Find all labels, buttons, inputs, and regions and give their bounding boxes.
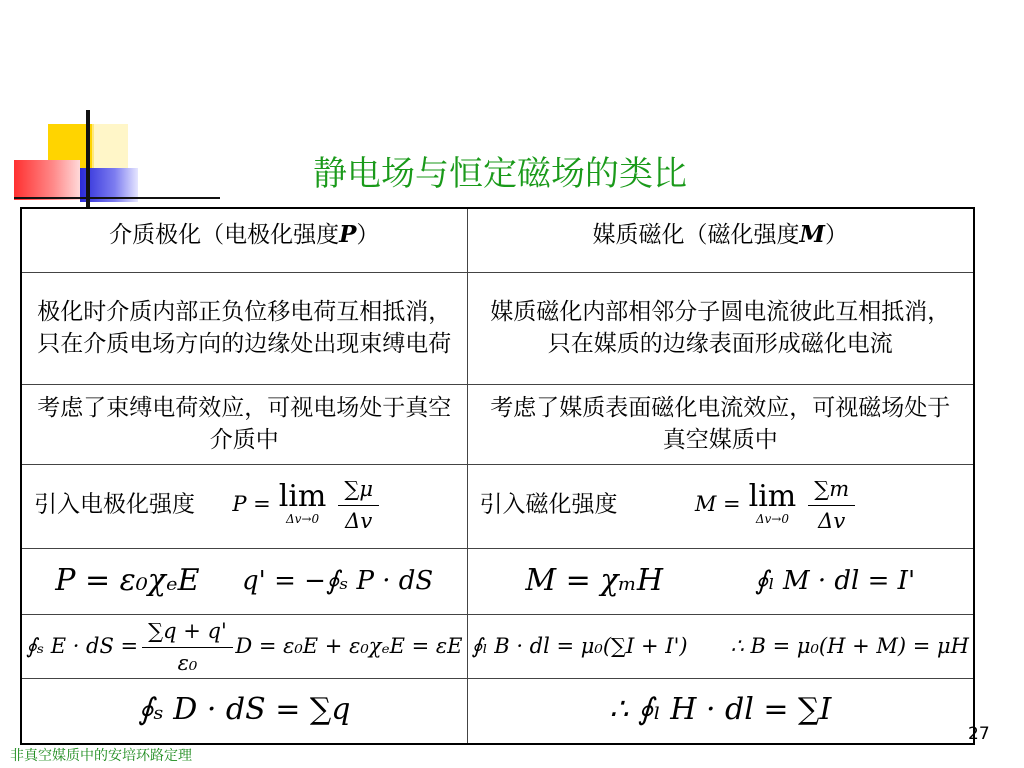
cell-polarization-relations (21, 548, 467, 614)
formula-bound-charge: q' = −∮ₛ P · dS (242, 566, 434, 596)
table-row-result (21, 678, 974, 744)
header-left-suffix: ） (356, 222, 380, 248)
lim-subscript-m: Δv→0 (755, 512, 789, 526)
fraction-p-numerator: ∑μ (338, 473, 379, 506)
analogy-table (20, 207, 975, 745)
cell-polarization-mechanism: 极化时介质内部正负位移电荷互相抵消，只在介质电场方向的边缘处出现束缚电荷 (21, 272, 467, 384)
header-right-text: 媒质磁化（磁化强度 (592, 222, 800, 248)
fraction-m-numerator: ∑m (808, 473, 855, 506)
header-magnetization (467, 208, 974, 272)
table-row-field-laws (21, 614, 974, 678)
table-row-definition (21, 464, 974, 548)
gauss-e-denominator: ε₀ (177, 650, 198, 675)
cell-polarization-effect: 考虑了束缚电荷效应，可视电场处于真空介质中 (21, 384, 467, 464)
page-number: 27 (968, 724, 990, 744)
polarization-relations (34, 565, 455, 597)
formula-p-epsilon: P = ε₀χₑE (55, 563, 200, 598)
formula-p-limit (232, 473, 379, 536)
cell-magnetization-relations (467, 548, 974, 614)
cell-gauss-e (21, 614, 467, 678)
cell-magnetization-definition (467, 464, 974, 548)
cell-magnetization-mechanism: 媒质磁化内部相邻分子圆电流彼此互相抵消，只在媒质的边缘表面形成磁化电流 (467, 272, 974, 384)
gauss-e-fraction (142, 615, 233, 678)
magnetization-relations (480, 565, 962, 597)
label-polarization-intensity: 引入电极化强度 (34, 491, 195, 517)
table-row-mechanism (21, 272, 974, 384)
lim-text-m: lim (748, 479, 797, 514)
cell-magnetization-effect: 考虑了媒质表面磁化电流效应，可视磁场处于真空媒质中 (467, 384, 974, 464)
fraction-m-denominator: Δv (818, 508, 846, 533)
limit-operator-m (748, 479, 797, 526)
footer-text: 非真空媒质中的安培环路定理 (10, 748, 192, 764)
table-row-header (21, 208, 974, 272)
table-row-constitutive (21, 548, 974, 614)
fraction-p (338, 473, 379, 536)
formula-d-definition: D = ε₀E + ε₀χₑE = εE (235, 634, 463, 658)
gauss-e-group (26, 615, 463, 678)
lim-text: lim (278, 479, 327, 514)
fraction-p-denominator: Δv (345, 508, 373, 533)
formula-m-lhs: M = (694, 492, 741, 516)
formula-magnetization-current: ∮ₗ M · dl = I' (754, 566, 916, 596)
header-polarization (21, 208, 467, 272)
lim-subscript: Δv→0 (285, 512, 320, 526)
header-left-text: 介质极化（电极化强度 (109, 222, 340, 248)
formula-gauss-d: ∮ₛ D · dS = ∑q (137, 691, 351, 727)
cell-ampere-h (467, 678, 974, 744)
header-right-symbol: M (799, 221, 825, 248)
slide-title-text: 静电场与恒定磁场的类比 (313, 154, 687, 194)
slide-title (0, 146, 1000, 195)
formula-gauss-e (26, 615, 233, 678)
formula-ampere-h: ∴ ∮ₗ H · dl = ∑I (609, 691, 832, 727)
fraction-m (808, 473, 855, 536)
limit-operator (278, 479, 327, 526)
formula-m-chi: M = χₘH (525, 563, 664, 598)
table-row-effect (21, 384, 974, 464)
formula-p-lhs: P = (232, 492, 271, 516)
gauss-e-lhs: ∮ₛ E · dS = (26, 634, 139, 658)
gauss-e-numerator: ∑q + q' (142, 615, 233, 648)
formula-m-limit (695, 473, 855, 536)
header-left-symbol: P (339, 221, 357, 248)
header-right-suffix: ） (824, 222, 848, 248)
label-magnetization-intensity: 引入磁化强度 (479, 491, 618, 517)
cell-polarization-definition (21, 464, 467, 548)
cell-ampere-b (467, 614, 974, 678)
ampere-b-group (472, 630, 970, 662)
cell-gauss-d (21, 678, 467, 744)
decor-horizontal-line (14, 197, 220, 199)
formula-ampere-b: ∮ₗ B · dl = μ₀(∑I + I') (471, 634, 688, 658)
formula-b-definition: ∴ B = μ₀(H + M) = μH (730, 634, 969, 658)
